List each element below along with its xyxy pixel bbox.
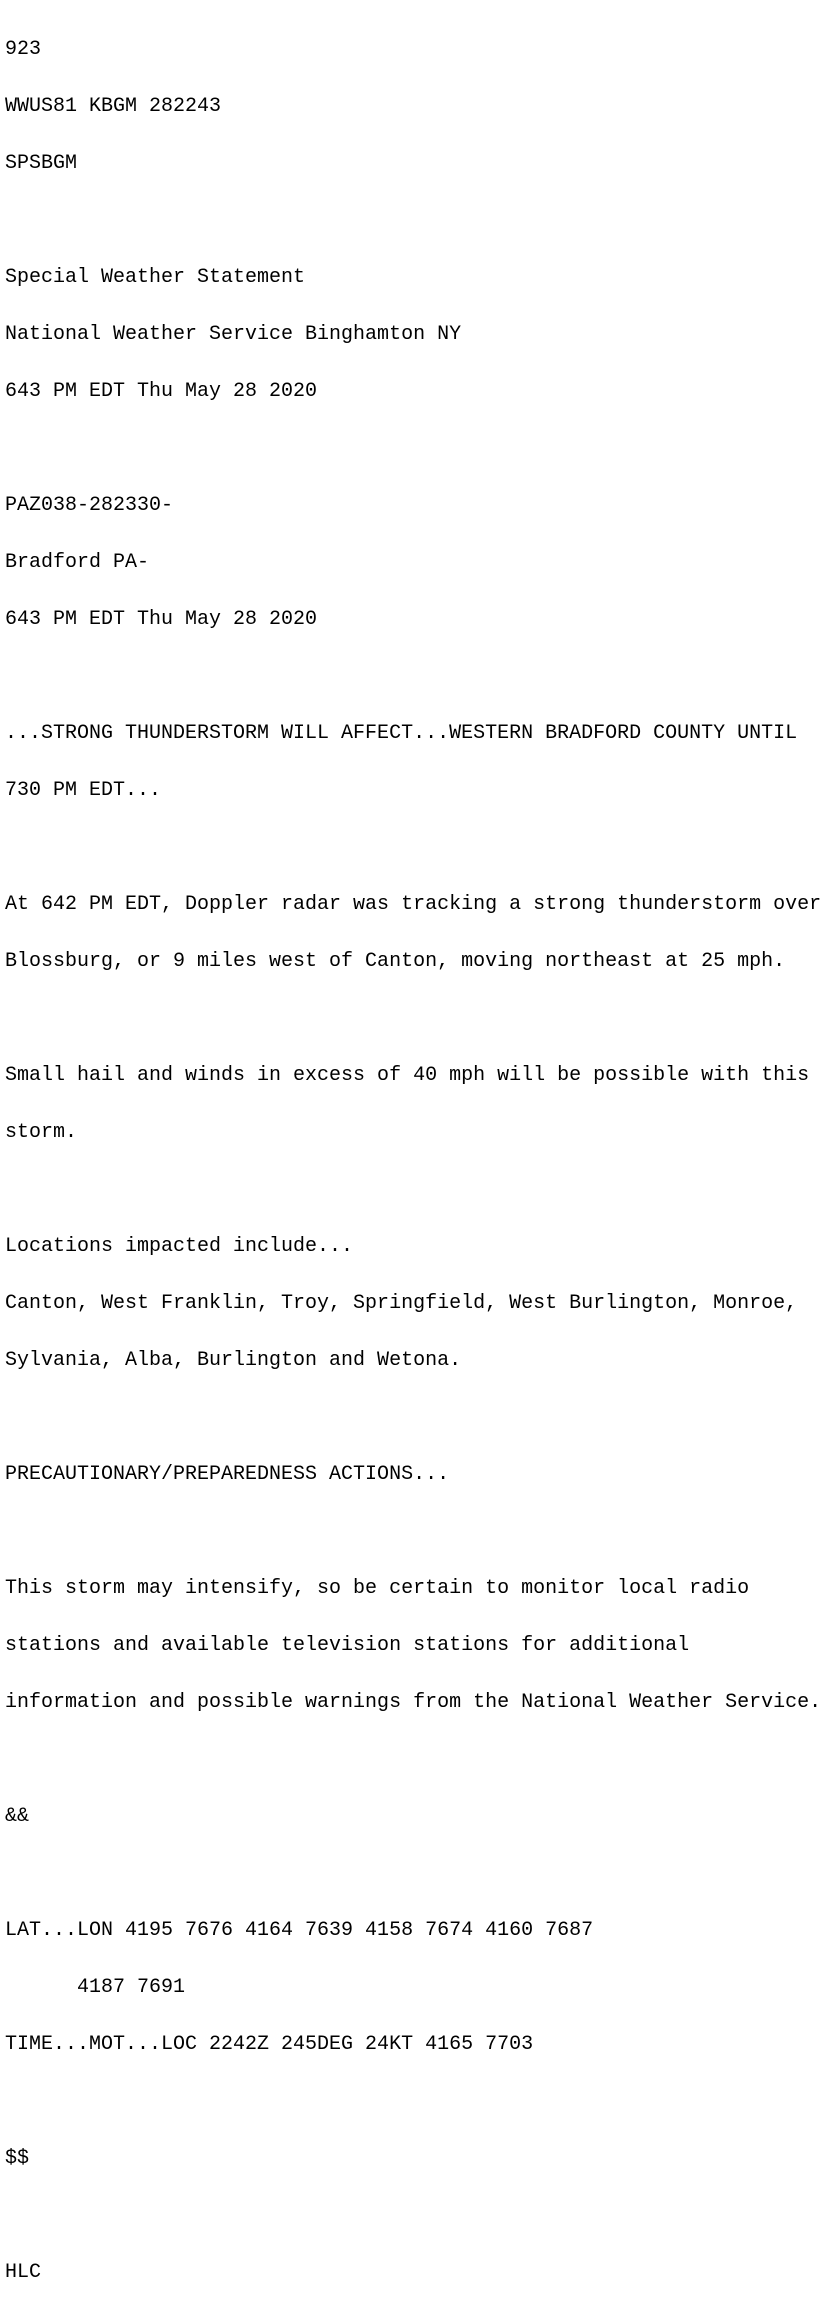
wmo-header: WWUS81 KBGM 282243 — [5, 95, 222, 118]
actions-line: stations and available television stations for additional — [5, 1634, 690, 1657]
segment-time: 643 PM EDT Thu May 28 2020 — [5, 608, 318, 631]
headline-line: ...STRONG THUNDERSTORM WILL AFFECT...WESTERN BRADFORD COUNTY UNTIL — [5, 722, 798, 745]
forecaster-id: HLC — [5, 2261, 42, 2284]
locations-line: Sylvania, Alba, Burlington and Wetona. — [5, 1349, 462, 1372]
issuing-office: National Weather Service Binghamton NY — [5, 323, 462, 346]
lat-lon-line: LAT...LON 4195 7676 4164 7639 4158 7674 4160 7687 — [5, 1919, 594, 1942]
actions-line: This storm may intensify, so be certain to monitor local radio — [5, 1577, 750, 1600]
product-title: Special Weather Statement — [5, 266, 306, 289]
blank-line — [5, 1750, 825, 1769]
hazard-line: storm. — [5, 1121, 78, 1144]
blank-line — [5, 2206, 825, 2225]
storm-report-line: At 642 PM EDT, Doppler radar was tracking a strong thunderstorm over — [5, 893, 822, 916]
blank-line — [5, 1864, 825, 1883]
blank-line — [5, 1009, 825, 1028]
blank-line — [5, 1180, 825, 1199]
blank-line — [5, 838, 825, 857]
locations-line: Canton, West Franklin, Troy, Springfield, West Burlington, Monroe, — [5, 1292, 798, 1315]
headline-line: 730 PM EDT... — [5, 779, 162, 802]
blank-line — [5, 2092, 825, 2111]
actions-heading: PRECAUTIONARY/PREPAREDNESS ACTIONS... — [5, 1463, 450, 1486]
blank-line — [5, 1522, 825, 1541]
product-sequence-number: 923 — [5, 38, 42, 61]
blank-line — [5, 439, 825, 458]
actions-line: information and possible warnings from the National Weather Service. — [5, 1691, 822, 1714]
awips-id: SPSBGM — [5, 152, 78, 175]
blank-line — [5, 667, 825, 686]
zone-name: Bradford PA- — [5, 551, 150, 574]
segment-end-delimiter: $$ — [5, 2147, 30, 2170]
storm-report-line: Blossburg, or 9 miles west of Canton, moving northeast at 25 mph. — [5, 950, 786, 973]
lat-lon-line: 4187 7691 — [5, 1976, 186, 1999]
issuance-time: 643 PM EDT Thu May 28 2020 — [5, 380, 318, 403]
ugc-code: PAZ038-282330- — [5, 494, 174, 517]
hazard-line: Small hail and winds in excess of 40 mph will be possible with this — [5, 1064, 810, 1087]
locations-heading: Locations impacted include... — [5, 1235, 354, 1258]
blank-line — [5, 211, 825, 230]
time-mot-loc-line: TIME...MOT...LOC 2242Z 245DEG 24KT 4165 7703 — [5, 2033, 534, 2056]
section-delimiter: && — [5, 1805, 30, 1828]
blank-line — [5, 1408, 825, 1427]
